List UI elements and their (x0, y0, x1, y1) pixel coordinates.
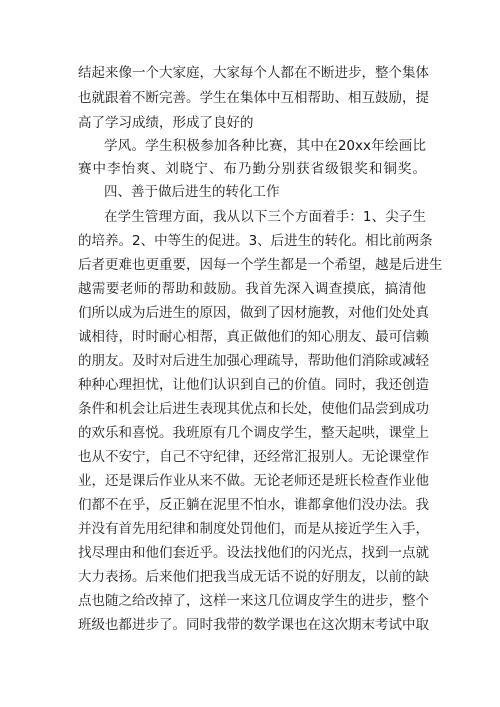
text-line: 并没有首先用纪律和制度处罚他们，而是从接近学生入手， (78, 521, 429, 537)
text-line: 的朋友。及时对后进生加强心理疏导，帮助他们消除或减轻 (78, 353, 429, 369)
text-line: 大力表扬。后来他们把我当成无话不说的好朋友，以前的缺 (78, 569, 429, 585)
text-line: 高了学习成绩，形成了良好的 (78, 115, 254, 131)
text-line: 赛中李怡爽、刘晓宁、布乃勤分别获省级银奖和铜奖。 (78, 161, 426, 177)
text-line: 在学生管理方面，我从以下三个方面着手：1、尖子生 (104, 209, 426, 225)
text-line: 班级也都进步了。同时我带的数学课也在这次期末考试中取 (78, 617, 429, 633)
text-line: 后者更难也更重要，因每一个学生都是一个希望，越是后进生 (78, 257, 443, 273)
text-line: 结起来像一个大家庭，大家每个人都在不断进步，整个集体 (78, 65, 429, 81)
text-line: 诚相待，时时耐心相帮，真正做他们的知心朋友、最可信赖 (78, 329, 429, 345)
text-line: 也从不安宁，自己不守纪律，还经常汇报别人。无论课堂作 (78, 449, 429, 465)
text-line: 的欢乐和喜悦。我班原有几个调皮学生，整天起哄，课堂上 (78, 425, 429, 441)
text-line: 学风。学生积极参加各种比赛，其中在20xx年绘画比 (104, 138, 426, 154)
text-line: 们所以成为后进生的原因，做到了因材施教，对他们处处真 (78, 305, 429, 321)
text-line: 的培养。2、中等生的促进。3、后进生的转化。相比前两条 (78, 233, 433, 249)
text-line: 找尽理由和他们套近乎。设法找他们的闪光点，找到一点就 (78, 545, 429, 561)
text-line: 业，还是课后作业从来不做。无论老师还是班长检查作业他 (78, 473, 429, 489)
text-line: 条件和机会让后进生表现其优点和长处，使他们品尝到成功 (78, 401, 429, 417)
text-line: 越需要老师的帮助和鼓励。我首先深入调查摸底，搞清他 (78, 281, 426, 297)
text-line: 种种心理担忧，让他们认识到自己的价值。同时，我还创造 (78, 377, 429, 393)
text-line: 也就跟着不断完善。学生在集体中互相帮助、相互鼓励，提 (78, 90, 429, 106)
text-line: 们都不在乎，反正躺在泥里不怕水，谁都拿他们没办法。我 (78, 497, 429, 513)
section-heading: 四、善于做后进生的转化工作 (104, 184, 280, 200)
text-line: 点也随之给改掉了，这样一来这几位调皮学生的进步，整个 (78, 593, 429, 609)
